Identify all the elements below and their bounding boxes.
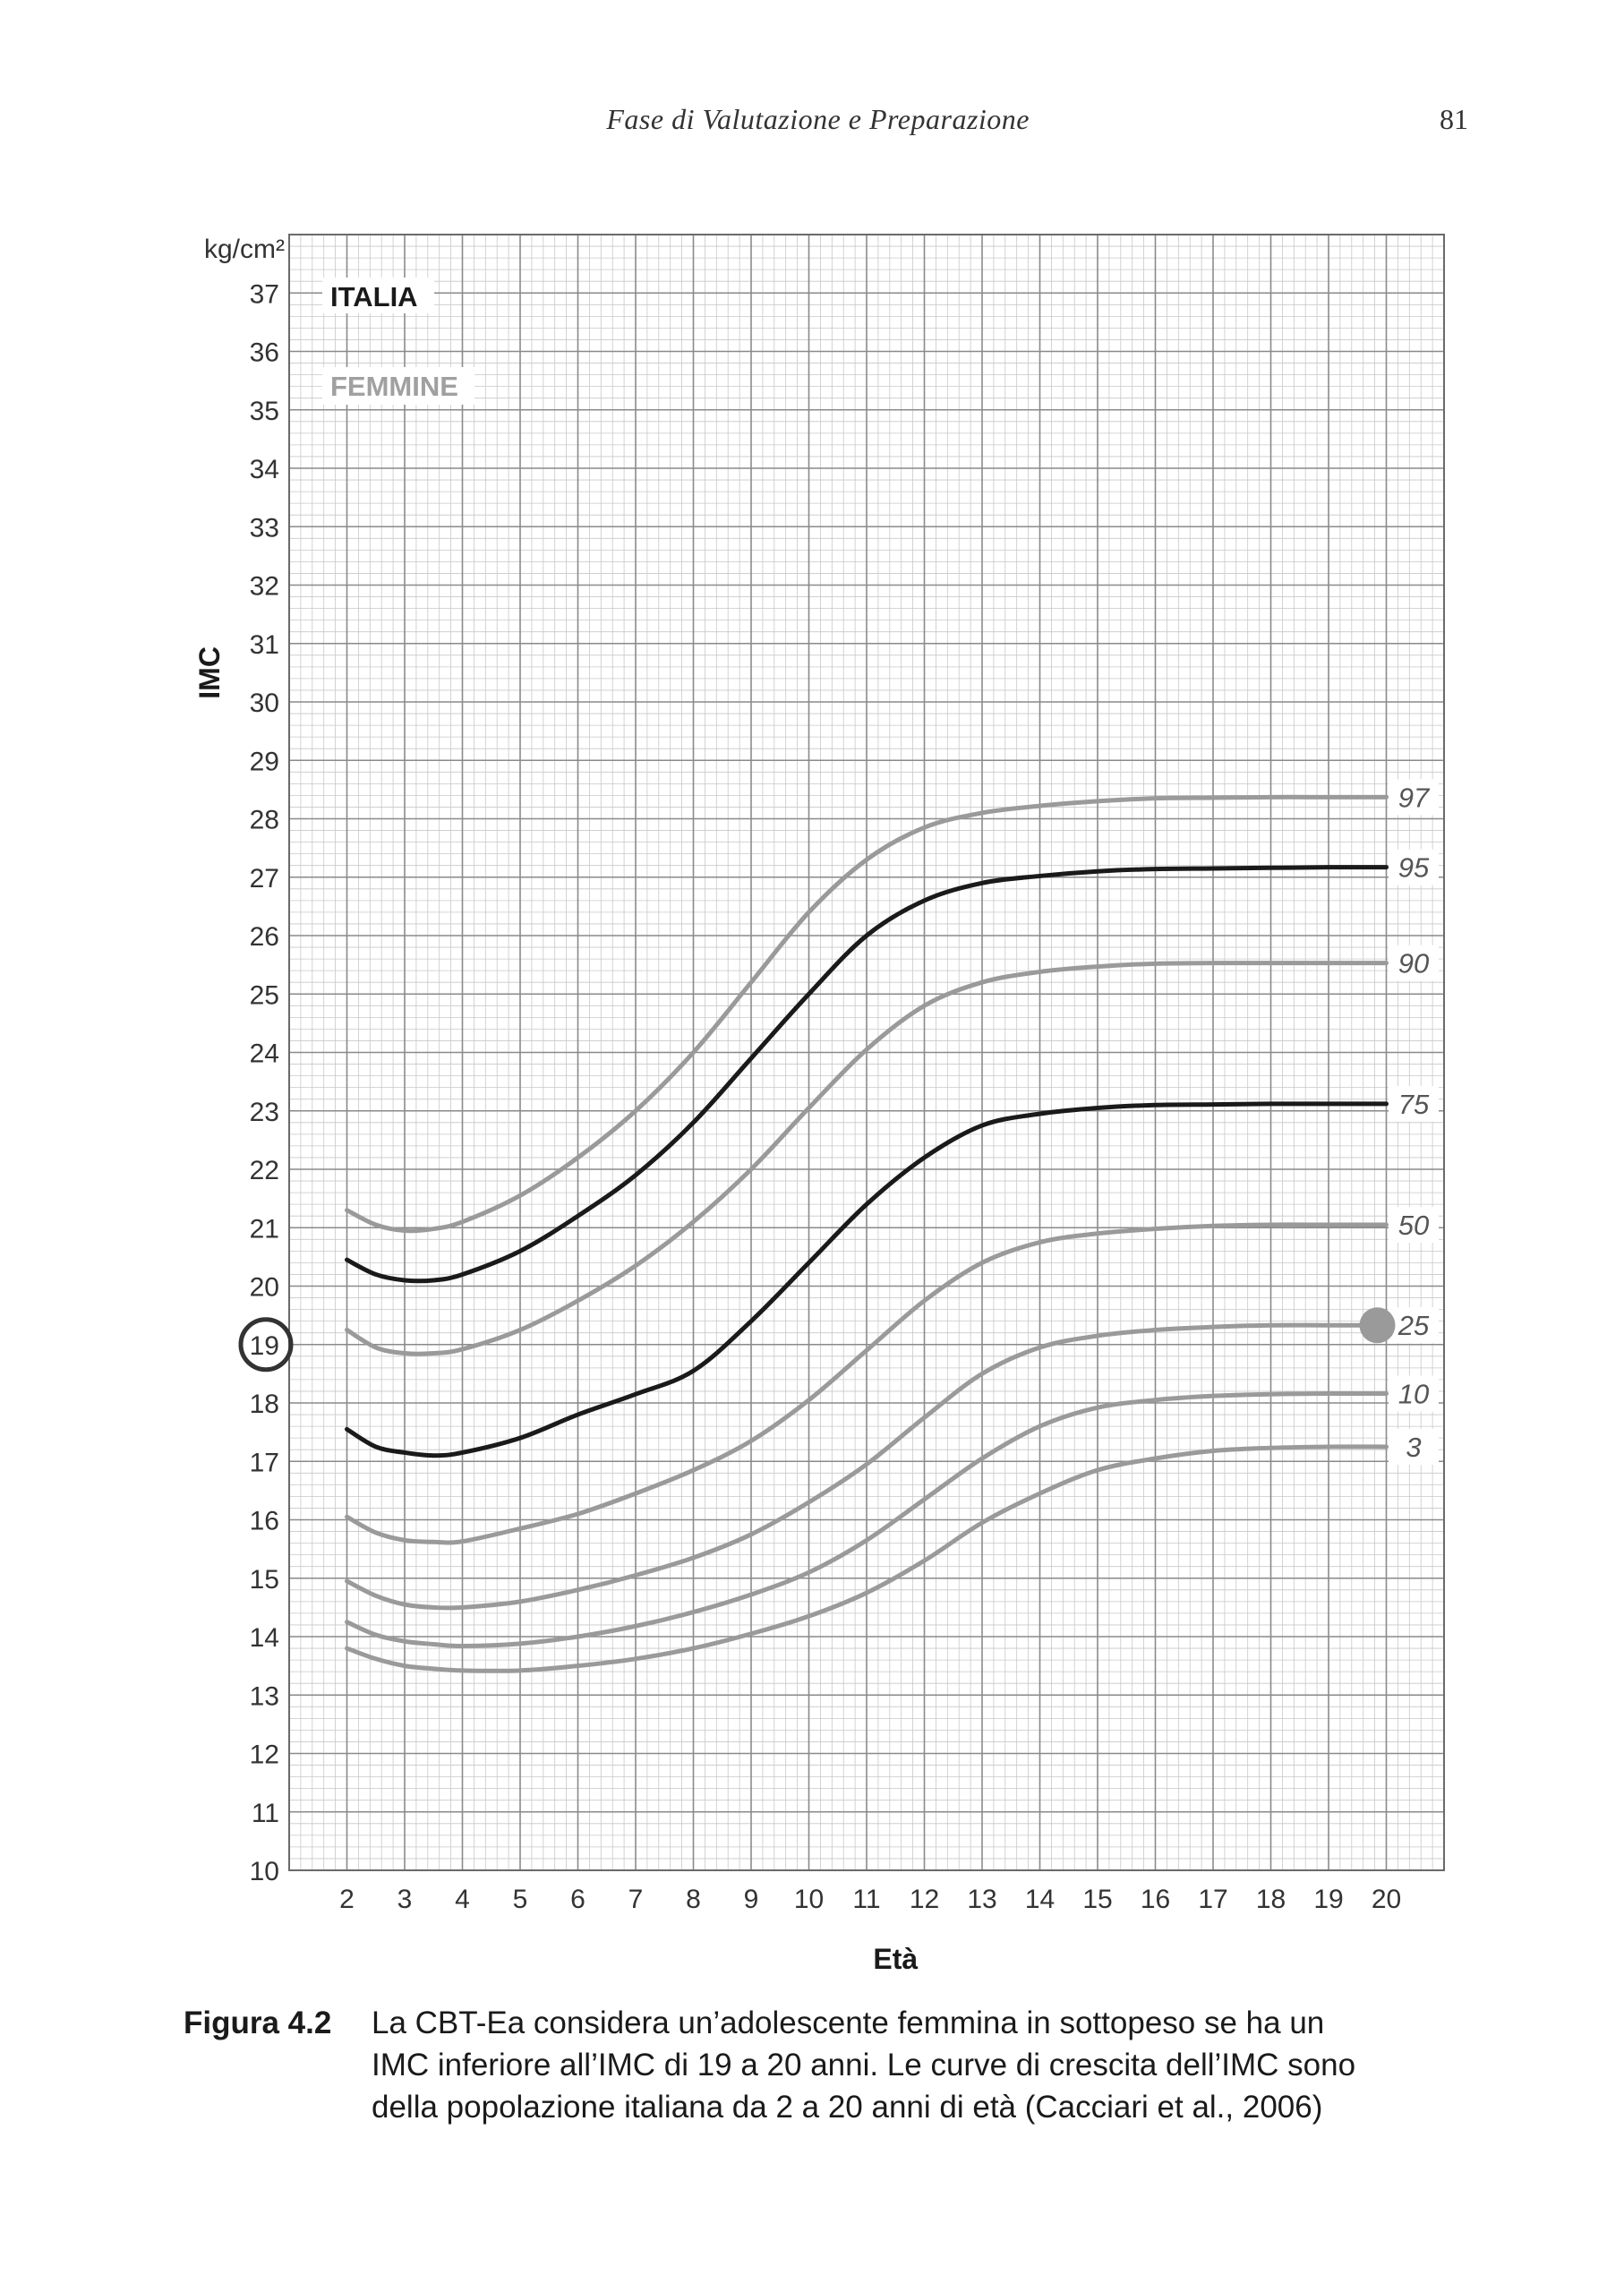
y-tick-label: 19 (249, 1330, 279, 1361)
percentile-label-97: 97 (1397, 782, 1430, 814)
x-tick-label: 10 (793, 1885, 825, 1914)
y-tick-label: 37 (249, 279, 279, 310)
y-tick-label: 32 (249, 571, 279, 602)
x-tick-label: 3 (397, 1885, 413, 1914)
sex-label: FEMMINE (330, 371, 458, 402)
annotations (1360, 1307, 1396, 1343)
y-tick-label: 28 (249, 805, 279, 835)
caption-text (372, 2002, 1455, 2128)
caption-label: Figura 4.2 (184, 2006, 332, 2040)
percentile-label-25: 25 (1397, 1310, 1430, 1342)
percentile-labels (1389, 779, 1439, 1465)
caption-line: della popolazione italiana da 2 a 20 anni di età (Cacciari et al., 2006) (372, 2090, 1323, 2125)
y-tick-label: 16 (249, 1506, 279, 1536)
x-tick-label: 11 (852, 1885, 881, 1914)
y-tick-label: 12 (249, 1740, 279, 1770)
y-tick-label: 14 (249, 1623, 279, 1653)
percentile-label-95: 95 (1397, 851, 1430, 884)
x-axis-label: Età (873, 1943, 919, 1970)
y-tick-label: 21 (249, 1214, 279, 1244)
y-tick-label: 20 (249, 1272, 279, 1303)
x-tick-label: 17 (1198, 1885, 1228, 1914)
y-unit-label: kg/cm² (204, 235, 285, 264)
y-tick-label: 35 (249, 396, 279, 426)
x-tick-label: 12 (909, 1885, 940, 1914)
percentile-label-3: 3 (1406, 1431, 1422, 1463)
y-tick-label: 10 (249, 1857, 279, 1886)
y-tick-label: 36 (249, 338, 279, 368)
y-tick-label: 15 (249, 1564, 279, 1595)
y-tick-label: 23 (249, 1097, 279, 1127)
y-tick-label: 30 (249, 688, 279, 718)
x-tick-label: 13 (967, 1885, 997, 1914)
x-tick-label: 16 (1140, 1885, 1171, 1914)
x-tick-label: 18 (1255, 1885, 1286, 1914)
y-tick-label: 17 (249, 1448, 279, 1478)
y-tick-label: 24 (249, 1039, 279, 1069)
x-tick-label: 5 (512, 1885, 528, 1914)
x-tick-label: 8 (686, 1885, 701, 1914)
y-tick-label: 26 (249, 922, 279, 952)
y-axis-label: IMC (193, 646, 226, 699)
x-tick-label: 19 (1313, 1885, 1344, 1914)
y-tick-label: 34 (249, 455, 279, 484)
y-tick-label: 13 (249, 1681, 279, 1712)
x-tick-label: 15 (1082, 1885, 1113, 1914)
caption-line: IMC inferiore all’IMC di 19 a 20 anni. Le curve di crescita dell’IMC sono (372, 2048, 1356, 2082)
y-tick-labels (241, 279, 291, 1886)
y-tick-label: 27 (249, 863, 279, 894)
target-marker (1360, 1307, 1396, 1343)
percentile-label-50: 50 (1397, 1209, 1430, 1241)
y-tick-label: 31 (249, 629, 279, 660)
x-tick-label: 2 (339, 1885, 355, 1914)
y-tick-label: 33 (249, 513, 279, 543)
x-tick-label: 9 (743, 1885, 759, 1914)
caption-line: La CBT-Ea considera un’adolescente femmina in sottopeso se ha un (372, 2006, 1325, 2040)
x-tick-labels (339, 1885, 1401, 1914)
page-number: 81 (1440, 103, 1468, 135)
percentile-label-75: 75 (1397, 1088, 1430, 1120)
figure-caption (184, 2002, 1455, 2128)
y-tick-label: 11 (251, 1798, 279, 1828)
x-tick-label: 4 (455, 1885, 470, 1914)
x-tick-label: 6 (570, 1885, 585, 1914)
y-tick-label: 25 (249, 980, 279, 1011)
y-tick-label: 22 (249, 1156, 279, 1185)
percentile-label-10: 10 (1397, 1378, 1430, 1410)
x-tick-label: 20 (1371, 1885, 1402, 1914)
y-tick-label: 18 (249, 1390, 279, 1419)
x-tick-label: 14 (1024, 1885, 1056, 1914)
y-tick-label: 29 (249, 747, 279, 777)
x-tick-label: 7 (628, 1885, 644, 1914)
running-title: Fase di Valutazione e Preparazione (606, 103, 1030, 135)
country-label: ITALIA (330, 281, 418, 312)
percentile-label-90: 90 (1397, 947, 1430, 979)
